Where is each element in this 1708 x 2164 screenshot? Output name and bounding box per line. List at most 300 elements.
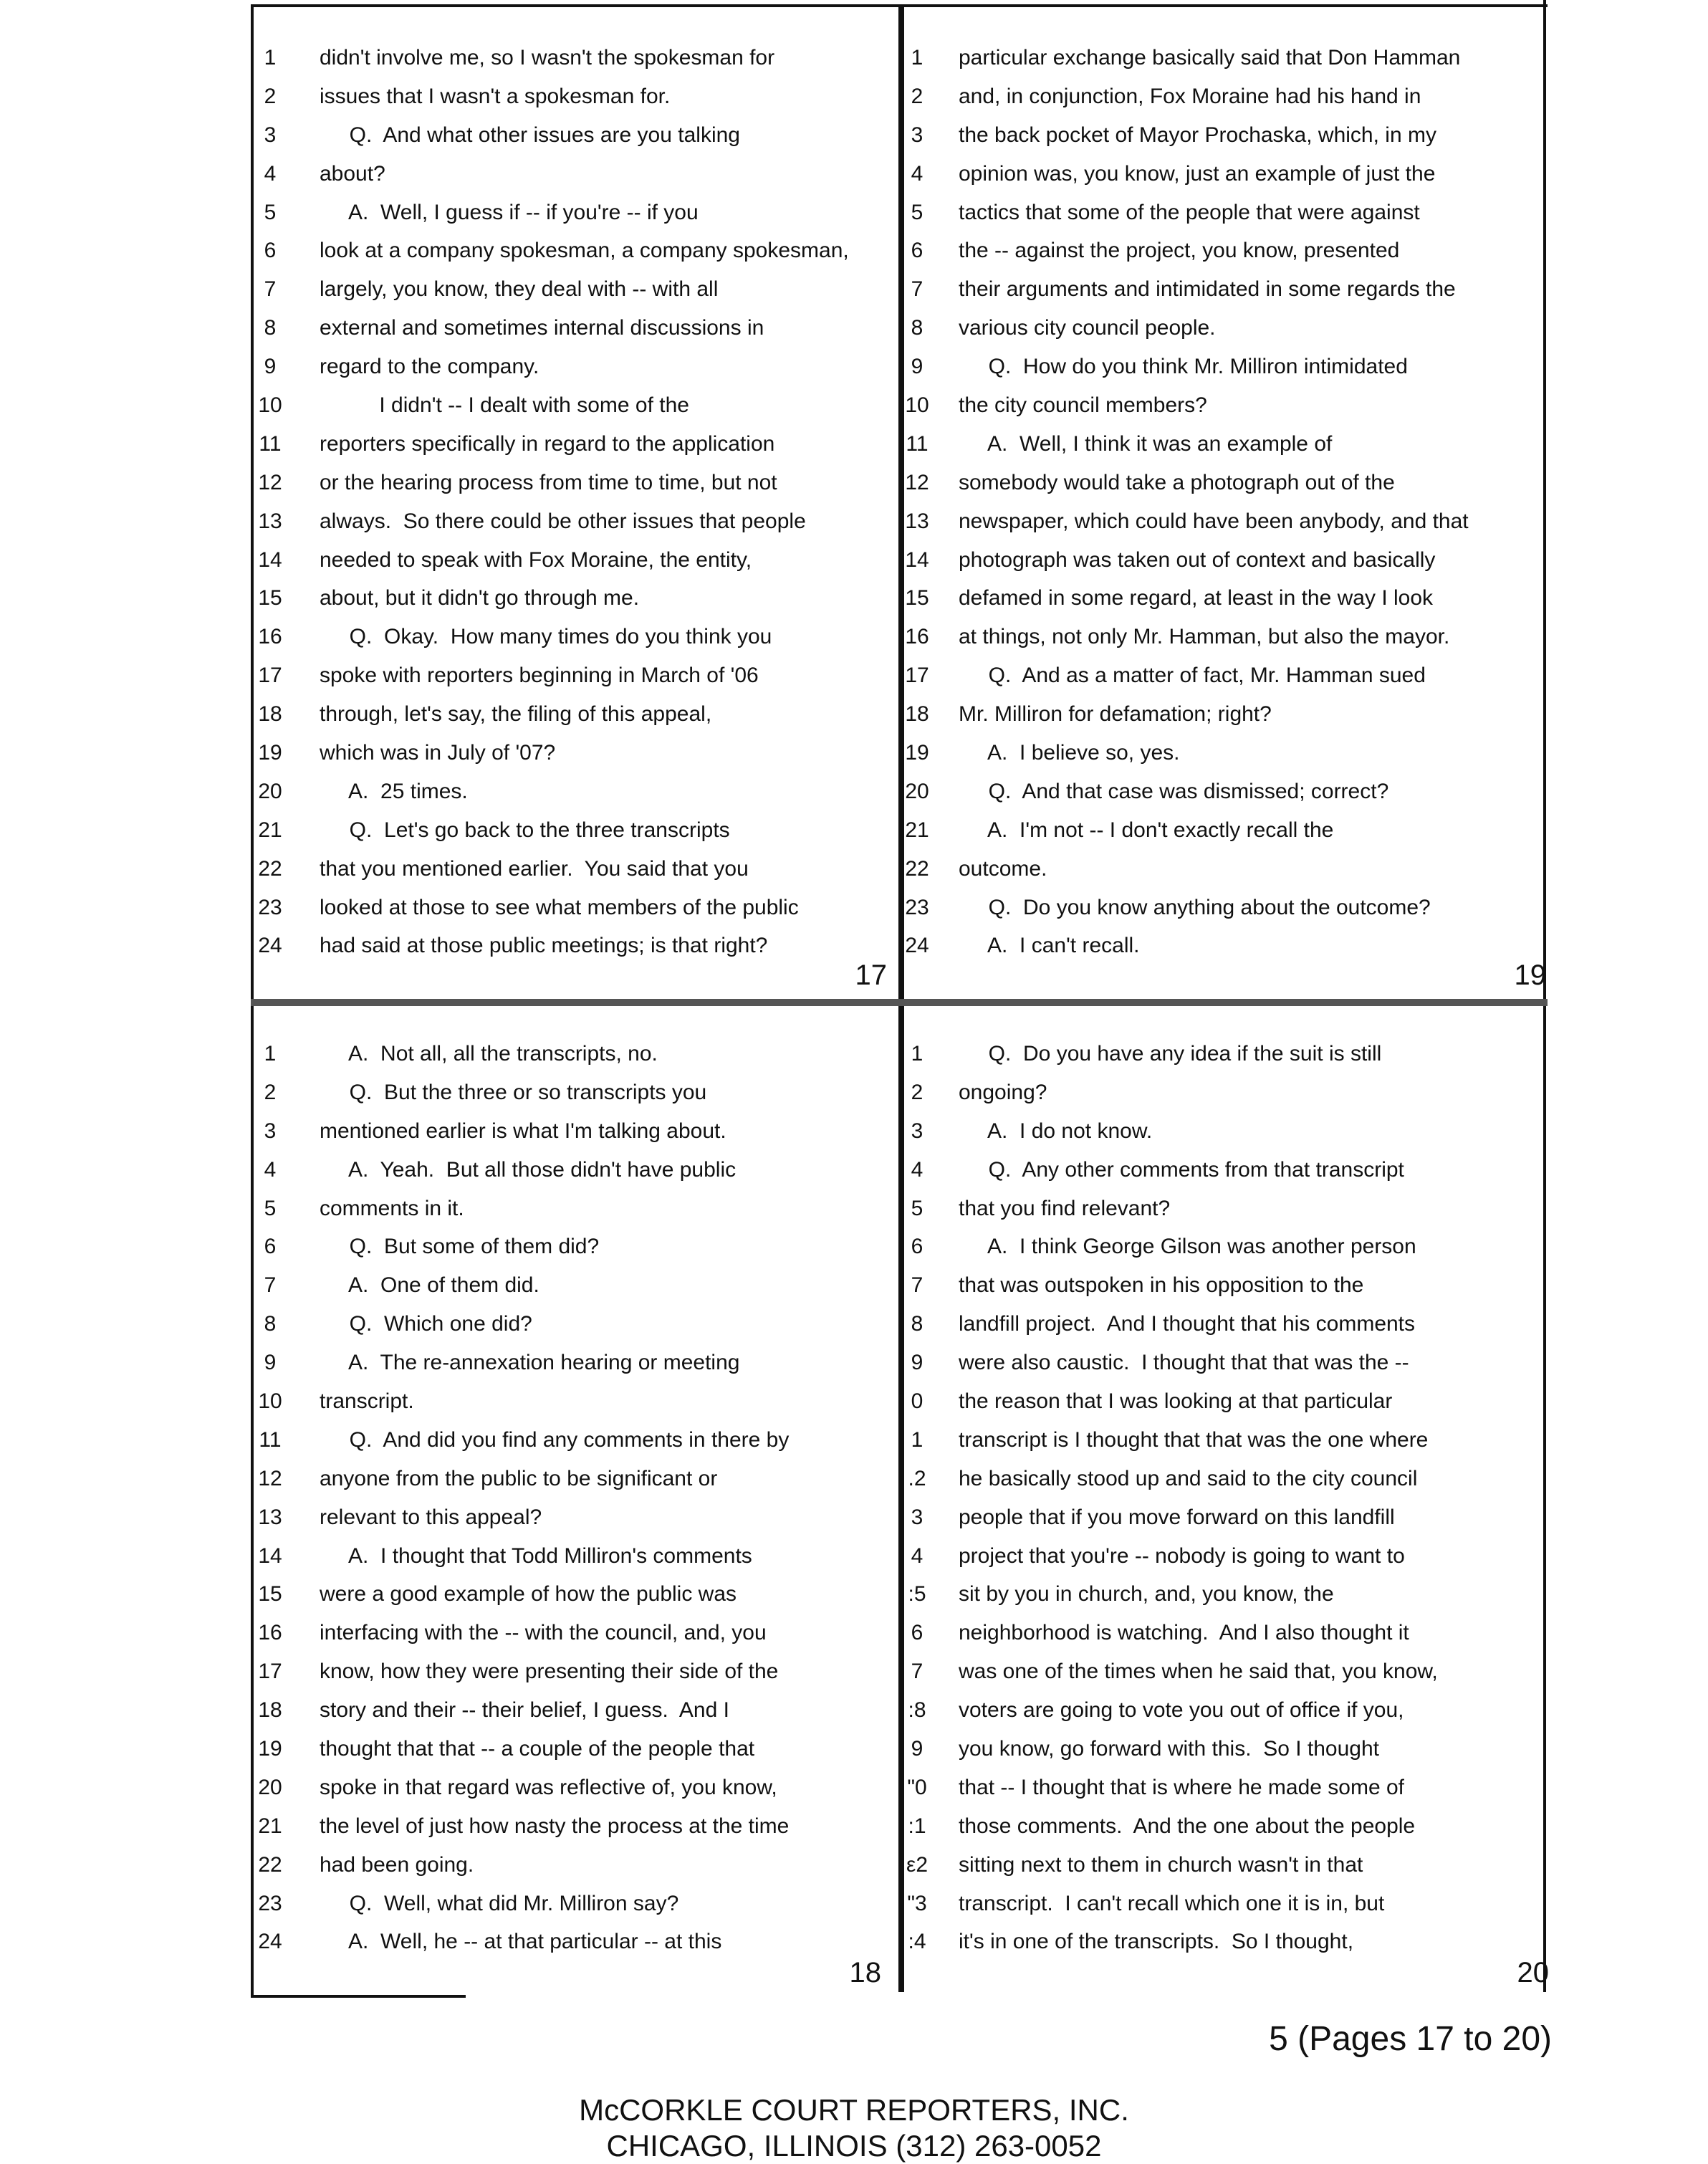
page-18-lines — [252, 1035, 897, 1961]
line-text: the -- against the project, you know, presented — [959, 239, 1400, 263]
transcript-line — [252, 1073, 897, 1112]
line-number: 8 — [911, 1312, 923, 1336]
transcript-line — [904, 1846, 1546, 1885]
line-number: 21 — [258, 818, 282, 842]
line-number: 2 — [911, 84, 923, 108]
transcript-line — [252, 811, 897, 850]
line-number: 12 — [258, 1466, 282, 1490]
line-text: newspaper, which could have been anybody, and that — [959, 509, 1469, 533]
line-number: 7 — [911, 277, 923, 302]
line-text: tactics that some of the people that were against — [959, 200, 1420, 224]
line-text: had said at those public meetings; is that right? — [320, 934, 768, 958]
line-text: were a good example of how the public was — [320, 1582, 737, 1607]
line-number: 11 — [259, 1427, 282, 1452]
line-number: 9 — [911, 1351, 923, 1375]
transcript-line — [904, 77, 1546, 116]
transcript-line — [252, 231, 897, 270]
line-text: project that you're -- nobody is going to want to — [959, 1543, 1405, 1568]
line-text: A. One of them did. — [320, 1273, 539, 1298]
line-number: 17 — [258, 664, 282, 688]
line-text: voters are going to vote you out of office if you, — [959, 1698, 1404, 1723]
line-text: Q. Do you have any idea if the suit is still — [959, 1041, 1382, 1066]
line-text: regard to the company. — [320, 355, 539, 379]
line-text: transcript is I thought that that was the one where — [959, 1427, 1429, 1452]
line-number: 2 — [264, 84, 277, 108]
line-number: 6 — [911, 239, 923, 263]
line-number: 11 — [906, 431, 929, 456]
line-number: 21 — [258, 1814, 282, 1838]
line-number: 17 — [258, 1660, 282, 1684]
line-text: needed to speak with Fox Moraine, the entity, — [320, 547, 752, 572]
transcript-line — [904, 927, 1546, 965]
line-number: 24 — [258, 1930, 282, 1954]
line-text: Q. But some of them did? — [320, 1235, 600, 1259]
line-number: 19 — [905, 740, 929, 765]
line-text: that you mentioned earlier. You said that you — [320, 856, 749, 881]
line-text: Q. And what other issues are you talking — [320, 123, 740, 147]
line-number: 20 — [258, 1775, 282, 1799]
line-number: 1 — [911, 1427, 923, 1452]
line-number: .2 — [908, 1466, 926, 1490]
line-text: were also caustic. I thought that that was the -- — [959, 1351, 1409, 1375]
transcript-line — [904, 1537, 1546, 1576]
transcript-line — [252, 1498, 897, 1537]
line-number: 11 — [259, 431, 282, 456]
transcript-page-19 — [904, 7, 1546, 996]
line-number: 20 — [905, 779, 929, 803]
transcript-line — [252, 386, 897, 425]
line-number: 14 — [905, 547, 929, 572]
transcript-line — [904, 1305, 1546, 1344]
line-number: :1 — [908, 1814, 926, 1838]
line-number: ε2 — [906, 1852, 929, 1877]
transcript-line — [252, 1035, 897, 1073]
line-text: was one of the times when he said that, you know, — [959, 1660, 1438, 1684]
line-text: you know, go forward with this. So I thought — [959, 1736, 1379, 1761]
line-number: 23 — [905, 895, 929, 919]
line-text: Q. And did you find any comments in there by — [320, 1427, 790, 1452]
line-number: 5 — [911, 1196, 923, 1220]
line-text: Q. Well, what did Mr. Milliron say? — [320, 1891, 679, 1915]
transcript-line — [252, 1652, 897, 1691]
line-text: or the hearing process from time to time, but not — [320, 470, 777, 494]
line-text: Q. Any other comments from that transcript — [959, 1157, 1404, 1182]
line-number: 7 — [911, 1660, 923, 1684]
transcript-line — [252, 348, 897, 386]
line-text: opinion was, you know, just an example of just the — [959, 161, 1436, 186]
transcript-line — [252, 193, 897, 232]
transcript-line — [904, 464, 1546, 502]
line-number: 16 — [258, 625, 282, 649]
transcript-line — [904, 541, 1546, 580]
transcript-line — [904, 1073, 1546, 1112]
transcript-line — [252, 618, 897, 656]
line-number: 12 — [905, 470, 929, 494]
transcript-line — [904, 502, 1546, 541]
line-number: 4 — [911, 161, 923, 186]
line-number: 18 — [258, 1698, 282, 1723]
line-text: Q. Which one did? — [320, 1312, 532, 1336]
line-text: Q. Okay. How many times do you think you — [320, 625, 772, 649]
transcript-line — [252, 1923, 897, 1961]
transcript-line — [252, 1537, 897, 1576]
line-number: 22 — [258, 1852, 282, 1877]
transcript-line — [904, 231, 1546, 270]
line-text: thought that that -- a couple of the people that — [320, 1736, 755, 1761]
line-text: looked at those to see what members of the public — [320, 895, 799, 919]
line-text: know, how they were presenting their side of the — [320, 1660, 779, 1684]
transcript-line — [904, 116, 1546, 155]
line-number: 16 — [905, 625, 929, 649]
transcript-line — [252, 1189, 897, 1228]
line-text: that was outspoken in his opposition to the — [959, 1273, 1364, 1298]
transcript-line — [904, 772, 1546, 811]
line-number: 13 — [258, 1505, 282, 1529]
line-number: "0 — [907, 1775, 927, 1799]
line-number: 15 — [905, 586, 929, 611]
line-number: 23 — [258, 895, 282, 919]
line-text: he basically stood up and said to the city council — [959, 1466, 1418, 1490]
line-number: 4 — [911, 1543, 923, 1568]
line-text: comments in it. — [320, 1196, 464, 1220]
line-number: 1 — [264, 45, 277, 70]
transcript-line — [252, 464, 897, 502]
line-text: somebody would take a photograph out of the — [959, 470, 1395, 494]
line-text: Q. Do you know anything about the outcome? — [959, 895, 1431, 919]
line-number: 24 — [258, 934, 282, 958]
line-text: A. The re-annexation hearing or meeting — [320, 1351, 740, 1375]
page-number-17: 17 — [855, 959, 887, 991]
page-number-18: 18 — [849, 1957, 881, 1988]
transcript-line — [904, 155, 1546, 193]
transcript-page-20 — [904, 1018, 1549, 1999]
transcript-line — [252, 579, 897, 618]
transcript-line — [904, 1151, 1546, 1189]
transcript-line — [252, 155, 897, 193]
line-text: A. Well, I think it was an example of — [959, 431, 1333, 456]
line-text: and, in conjunction, Fox Moraine had his hand in — [959, 84, 1421, 108]
line-number: 18 — [258, 702, 282, 727]
line-number: 1 — [264, 1041, 277, 1066]
transcript-line — [252, 1227, 897, 1266]
transcript-line — [252, 1614, 897, 1652]
line-number: 23 — [258, 1891, 282, 1915]
transcript-line — [904, 695, 1546, 734]
transcript-line — [904, 39, 1546, 77]
transcript-line — [904, 1652, 1546, 1691]
line-number: :8 — [908, 1698, 926, 1723]
line-text: particular exchange basically said that Don Hamman — [959, 45, 1461, 70]
transcript-line — [904, 1923, 1546, 1961]
line-text: A. I think George Gilson was another person — [959, 1235, 1416, 1259]
transcript-line — [904, 1807, 1546, 1846]
line-number: 7 — [264, 1273, 277, 1298]
transcript-line — [904, 270, 1546, 309]
line-number: 1 — [911, 45, 923, 70]
transcript-line — [252, 656, 897, 695]
line-text: defamed in some regard, at least in the way I look — [959, 586, 1434, 611]
line-text: external and sometimes internal discussions in — [320, 316, 764, 340]
line-number: 20 — [258, 779, 282, 803]
line-text: largely, you know, they deal with -- with all — [320, 277, 719, 302]
line-text: outcome. — [959, 856, 1047, 881]
transcript-line — [252, 1691, 897, 1730]
line-text: A. I thought that Todd Milliron's comments — [320, 1543, 752, 1568]
line-number: 9 — [264, 355, 277, 379]
transcript-line — [252, 734, 897, 772]
transcript-line — [904, 386, 1546, 425]
line-text: photograph was taken out of context and basically — [959, 547, 1436, 572]
transcript-line — [252, 309, 897, 348]
transcript-line — [252, 77, 897, 116]
transcript-line — [904, 1768, 1546, 1807]
line-text: spoke with reporters beginning in March of '06 — [320, 664, 759, 688]
line-number: 3 — [264, 1119, 277, 1143]
transcript-line — [252, 270, 897, 309]
page-20-lines — [904, 1035, 1546, 1961]
line-text: relevant to this appeal? — [320, 1505, 542, 1529]
line-text: the city council members? — [959, 393, 1207, 417]
line-text: A. I can't recall. — [959, 934, 1140, 958]
line-text: A. Not all, all the transcripts, no. — [320, 1041, 658, 1066]
company-name: McCORKLE COURT REPORTERS, INC. — [579, 2093, 1129, 2127]
line-number: 6 — [911, 1235, 923, 1259]
line-number: 5 — [264, 1196, 277, 1220]
line-text: those comments. And the one about the people — [959, 1814, 1416, 1838]
reporter-footer — [0, 2092, 1708, 2164]
line-text: transcript. I can't recall which one it is in, but — [959, 1891, 1385, 1915]
line-number: 6 — [264, 1235, 277, 1259]
transcript-line — [904, 579, 1546, 618]
transcript-line — [252, 541, 897, 580]
line-text: ongoing? — [959, 1080, 1047, 1104]
transcript-line — [252, 1151, 897, 1189]
line-number: 2 — [264, 1080, 277, 1104]
transcript-line — [904, 1382, 1546, 1421]
line-number: 15 — [258, 586, 282, 611]
transcript-line — [904, 1112, 1546, 1151]
transcript-line — [904, 1498, 1546, 1537]
transcript-line — [252, 1344, 897, 1382]
line-text: anyone from the public to be significant or — [320, 1466, 718, 1490]
line-text: always. So there could be other issues that people — [320, 509, 806, 533]
page-number-20: 20 — [1517, 1957, 1549, 1988]
line-number: 10 — [258, 393, 282, 417]
line-number: 1 — [911, 1041, 923, 1066]
line-number: 7 — [911, 1273, 923, 1298]
line-text: people that if you move forward on this landfill — [959, 1505, 1395, 1529]
line-number: 0 — [911, 1389, 923, 1413]
transcript-line — [252, 1382, 897, 1421]
line-text: A. I do not know. — [959, 1119, 1153, 1143]
line-number: :5 — [908, 1582, 926, 1607]
line-text: which was in July of '07? — [320, 740, 556, 765]
transcript-page-18 — [252, 1018, 897, 1999]
transcript-line — [904, 348, 1546, 386]
transcript-line — [252, 695, 897, 734]
line-text: issues that I wasn't a spokesman for. — [320, 84, 671, 108]
line-number: 19 — [258, 1736, 282, 1761]
transcript-line — [252, 1807, 897, 1846]
line-text: it's in one of the transcripts. So I thought, — [959, 1930, 1354, 1954]
transcript-line — [904, 309, 1546, 348]
line-text: A. Well, he -- at that particular -- at this — [320, 1930, 722, 1954]
line-text: that you find relevant? — [959, 1196, 1171, 1220]
line-text: had been going. — [320, 1852, 474, 1877]
transcript-line — [252, 1305, 897, 1344]
line-text: mentioned earlier is what I'm talking about. — [320, 1119, 726, 1143]
line-text: sitting next to them in church wasn't in that — [959, 1852, 1363, 1877]
transcript-line — [904, 1691, 1546, 1730]
page-number-19: 19 — [1514, 959, 1546, 991]
transcript-line — [904, 734, 1546, 772]
line-text: A. I believe so, yes. — [959, 740, 1180, 765]
transcript-line — [904, 1227, 1546, 1266]
line-number: 6 — [264, 239, 277, 263]
transcript-page-17 — [252, 7, 897, 996]
line-number: 3 — [911, 1119, 923, 1143]
transcript-line — [904, 1189, 1546, 1228]
line-number: 13 — [905, 509, 929, 533]
transcript-line — [252, 425, 897, 464]
transcript-line — [252, 850, 897, 889]
transcript-line — [904, 1035, 1546, 1073]
line-text: neighborhood is watching. And I also thought it — [959, 1621, 1409, 1645]
line-text: about, but it didn't go through me. — [320, 586, 640, 611]
line-text: the reason that I was looking at that particular — [959, 1389, 1393, 1413]
line-text: A. I'm not -- I don't exactly recall the — [959, 818, 1334, 842]
transcript-line — [904, 425, 1546, 464]
line-text: A. Yeah. But all those didn't have public — [320, 1157, 737, 1182]
transcript-line — [252, 1460, 897, 1498]
page-range-label: 5 (Pages 17 to 20) — [1269, 2020, 1552, 2058]
line-number: 2 — [911, 1080, 923, 1104]
line-text: interfacing with the -- with the council, and, you — [320, 1621, 767, 1645]
line-number: 3 — [911, 123, 923, 147]
line-text: sit by you in church, and, you know, the — [959, 1582, 1334, 1607]
line-text: the back pocket of Mayor Prochaska, which, in my — [959, 123, 1436, 147]
transcript-line — [252, 1885, 897, 1923]
line-number: 12 — [258, 470, 282, 494]
transcript-line — [904, 618, 1546, 656]
line-text: didn't involve me, so I wasn't the spokesman for — [320, 45, 775, 70]
line-number: 17 — [905, 664, 929, 688]
line-number: 18 — [905, 702, 929, 727]
line-text: their arguments and intimidated in some regards the — [959, 277, 1456, 302]
line-text: that -- I thought that is where he made some of — [959, 1775, 1405, 1799]
line-text: various city council people. — [959, 316, 1216, 340]
transcript-line — [904, 1266, 1546, 1305]
line-text: Q. And as a matter of fact, Mr. Hamman sued — [959, 664, 1426, 688]
line-text: transcript. — [320, 1389, 414, 1413]
line-number: 8 — [264, 1312, 277, 1336]
line-text: Q. But the three or so transcripts you — [320, 1080, 707, 1104]
page-17-lines — [252, 39, 897, 965]
transcript-line — [904, 850, 1546, 889]
line-text: about? — [320, 161, 385, 186]
line-text: I didn't -- I dealt with some of the — [320, 393, 689, 417]
page-19-lines — [904, 39, 1546, 965]
line-text: Mr. Milliron for defamation; right? — [959, 702, 1272, 727]
transcript-line — [252, 889, 897, 927]
line-number: 3 — [911, 1505, 923, 1529]
line-number: 6 — [911, 1621, 923, 1645]
transcript-line — [904, 1344, 1546, 1382]
line-number: :4 — [908, 1930, 926, 1954]
transcript-line — [252, 927, 897, 965]
line-text: Q. Let's go back to the three transcripts — [320, 818, 730, 842]
transcript-line — [252, 116, 897, 155]
line-number: 9 — [911, 355, 923, 379]
line-number: 19 — [258, 740, 282, 765]
transcript-line — [904, 656, 1546, 695]
line-number: 10 — [258, 1389, 282, 1413]
transcript-line — [904, 1575, 1546, 1614]
line-number: 9 — [264, 1351, 277, 1375]
line-number: 14 — [258, 1543, 282, 1568]
transcript-line — [904, 1885, 1546, 1923]
line-number: 8 — [911, 316, 923, 340]
transcript-line — [252, 39, 897, 77]
transcript-line — [252, 1266, 897, 1305]
line-text: A. 25 times. — [320, 779, 468, 803]
transcript-line — [252, 1768, 897, 1807]
transcript-line — [252, 1112, 897, 1151]
transcript-line — [252, 1421, 897, 1460]
line-number: 5 — [911, 200, 923, 224]
transcript-line — [904, 1730, 1546, 1768]
line-text: Q. And that case was dismissed; correct? — [959, 779, 1389, 803]
transcript-line — [252, 772, 897, 811]
line-text: reporters specifically in regard to the application — [320, 431, 775, 456]
line-text: landfill project. And I thought that his comments — [959, 1312, 1416, 1336]
line-text: Q. How do you think Mr. Milliron intimidated — [959, 355, 1408, 379]
transcript-line — [904, 811, 1546, 850]
line-number: 9 — [911, 1736, 923, 1761]
line-text: the level of just how nasty the process at the time — [320, 1814, 790, 1838]
line-number: 10 — [905, 393, 929, 417]
line-number: 21 — [905, 818, 929, 842]
line-number: 3 — [264, 123, 277, 147]
line-number: 4 — [264, 161, 277, 186]
line-number: 22 — [905, 856, 929, 881]
transcript-line — [252, 502, 897, 541]
line-number: "3 — [907, 1891, 927, 1915]
line-number: 5 — [264, 200, 277, 224]
center-divider — [898, 4, 904, 1992]
line-text: spoke in that regard was reflective of, you know, — [320, 1775, 777, 1799]
line-text: at things, not only Mr. Hamman, but also the mayor. — [959, 625, 1450, 649]
line-number: 13 — [258, 509, 282, 533]
transcript-line — [904, 1421, 1546, 1460]
transcript-line — [904, 193, 1546, 232]
line-number: 7 — [264, 277, 277, 302]
transcript-line — [252, 1846, 897, 1885]
transcript-line — [252, 1575, 897, 1614]
line-number: 16 — [258, 1621, 282, 1645]
line-number: 15 — [258, 1582, 282, 1607]
transcript-line — [904, 1614, 1546, 1652]
transcript-line — [252, 1730, 897, 1768]
line-number: 22 — [258, 856, 282, 881]
line-number: 24 — [905, 934, 929, 958]
line-text: story and their -- their belief, I guess. And I — [320, 1698, 729, 1723]
line-number: 4 — [264, 1157, 277, 1182]
line-text: look at a company spokesman, a company spokesman, — [320, 239, 849, 263]
line-text: A. Well, I guess if -- if you're -- if you — [320, 200, 699, 224]
company-location: CHICAGO, ILLINOIS (312) 263-0052 — [606, 2129, 1102, 2163]
line-number: 4 — [911, 1157, 923, 1182]
